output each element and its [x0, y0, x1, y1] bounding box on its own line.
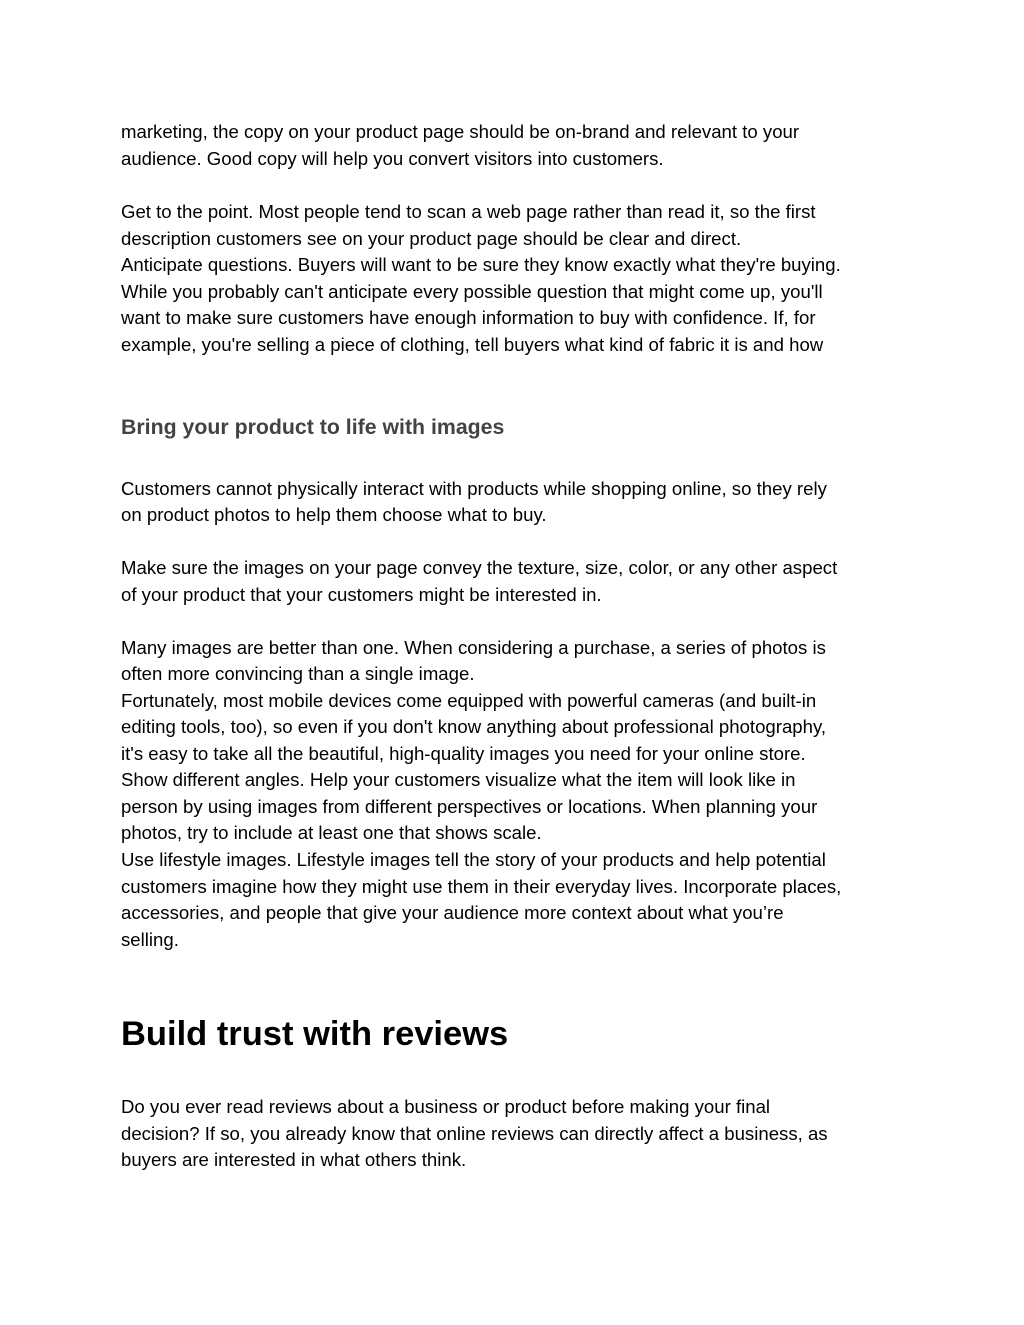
paragraph-line: photos, try to include at least one that shows scale. [121, 822, 542, 843]
paragraph-line: Use lifestyle images. Lifestyle images tell the story of your products and help potential [121, 849, 826, 870]
paragraph-line: want to make sure customers have enough information to buy with confidence. If, for [121, 307, 816, 328]
paragraph-line: on product photos to help them choose what to buy. [121, 504, 547, 525]
paragraph-line: Show different angles. Help your customers visualize what the item will look like in [121, 769, 796, 790]
paragraph-line: person by using images from different perspectives or locations. When planning your [121, 796, 818, 817]
paragraph-line: buyers are interested in what others think. [121, 1149, 467, 1170]
paragraph-line: decision? If so, you already know that online reviews can directly affect a business, as [121, 1123, 828, 1144]
paragraph-line: Get to the point. Most people tend to scan a web page rather than read it, so the first [121, 201, 816, 222]
paragraph-line: of your product that your customers might be interested in. [121, 584, 602, 605]
paragraph-line: Make sure the images on your page convey the texture, size, color, or any other aspect [121, 557, 838, 578]
paragraph-line: Fortunately, most mobile devices come equipped with powerful cameras (and built-in [121, 690, 817, 711]
paragraph-line: marketing, the copy on your product page should be on-brand and relevant to your [121, 121, 800, 142]
paragraph-line: customers imagine how they might use them in their everyday lives. Incorporate places, [121, 876, 842, 897]
paragraph-line: While you probably can't anticipate every possible question that might come up, you'll [121, 281, 823, 302]
paragraph-line: it's easy to take all the beautiful, high-quality images you need for your online store. [121, 743, 806, 764]
paragraph-line: Customers cannot physically interact with products while shopping online, so they rely [121, 478, 827, 499]
paragraph-line: selling. [121, 929, 179, 950]
paragraph-line: example, you're selling a piece of clothing, tell buyers what kind of fabric it is and how [121, 334, 824, 355]
paragraph-line: often more convincing than a single image. [121, 663, 475, 684]
section-heading: Build trust with reviews [121, 1015, 509, 1053]
paragraph-line: editing tools, too), so even if you don't know anything about professional photography, [121, 716, 827, 737]
paragraph-line: accessories, and people that give your audience more context about what you’re [121, 902, 784, 923]
paragraph-line: Do you ever read reviews about a business or product before making your final [121, 1096, 771, 1117]
section-subheading: Bring your product to life with images [121, 415, 505, 439]
paragraph-line: Many images are better than one. When considering a purchase, a series of photos is [121, 637, 826, 658]
paragraph-line: audience. Good copy will help you convert visitors into customers. [121, 148, 664, 169]
paragraph-line: description customers see on your product page should be clear and direct. [121, 228, 742, 249]
paragraph-line: Anticipate questions. Buyers will want to be sure they know exactly what they're buying. [121, 254, 841, 275]
